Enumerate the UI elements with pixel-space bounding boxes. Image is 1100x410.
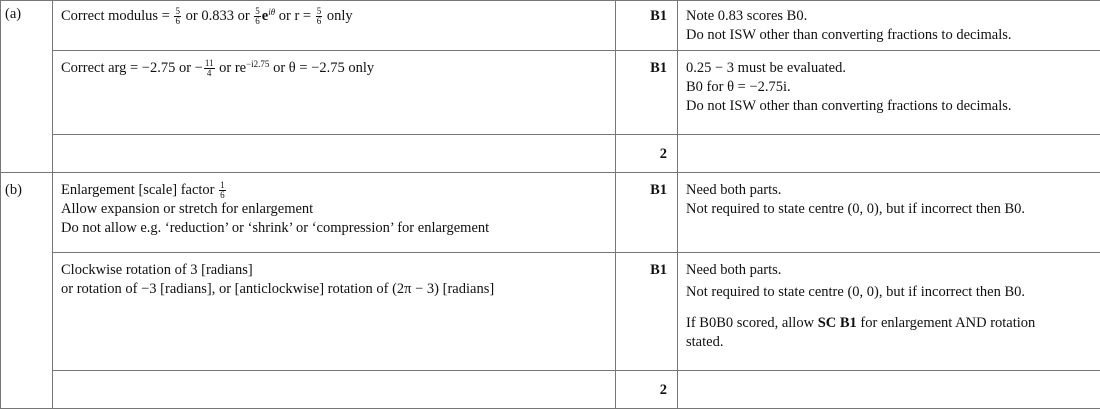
mark-cell: B1 xyxy=(616,1,678,51)
answer-text: e xyxy=(261,8,269,24)
answer-cell xyxy=(53,51,616,135)
mark-cell: B1 xyxy=(616,253,678,371)
fraction xyxy=(219,181,226,200)
special-case-note-line2: stated. xyxy=(686,334,724,350)
fraction-denominator: 4 xyxy=(206,68,212,79)
fraction-numerator: 5 xyxy=(316,6,322,17)
sc-text: for enlargement AND rotation xyxy=(856,315,1036,331)
answer-text: Correct arg = −2.75 or − xyxy=(61,60,203,76)
guidance-cell xyxy=(678,135,1100,173)
answer-text: or re xyxy=(215,60,247,76)
table-row xyxy=(1,135,1100,173)
fraction xyxy=(254,7,261,26)
total-mark-cell: 2 xyxy=(616,371,678,409)
mark-cell: B1 xyxy=(616,51,678,135)
fraction-denominator: 6 xyxy=(175,16,180,27)
table-row xyxy=(1,253,1100,371)
answer-text: or r = xyxy=(275,8,315,24)
fraction-numerator: 5 xyxy=(255,6,260,17)
guidance-cell xyxy=(678,173,1100,253)
guidance-line: B0 for θ = −2.75i. xyxy=(686,79,791,95)
answer-cell xyxy=(53,173,616,253)
answer-line xyxy=(61,7,607,26)
guidance-cell xyxy=(678,51,1100,135)
guidance-line: Note 0.83 scores B0. xyxy=(686,8,808,24)
answer-cell xyxy=(53,371,616,409)
fraction-denominator: 6 xyxy=(255,16,260,27)
fraction-denominator: 6 xyxy=(220,190,225,201)
total-mark-cell: 2 xyxy=(616,135,678,173)
fraction xyxy=(204,59,215,78)
answer-cell xyxy=(53,135,616,173)
answer-line: Do not allow e.g. ‘reduction’ or ‘shrink’ or ‘compression’ for enlargement xyxy=(61,220,490,237)
guidance-cell xyxy=(678,253,1100,371)
part-label: (a) xyxy=(1,1,53,173)
table-row xyxy=(1,173,1100,253)
guidance-cell xyxy=(678,371,1100,409)
sc-text: If B0B0 scored, allow xyxy=(686,315,818,331)
table-row xyxy=(1,1,1100,51)
superscript: iθ xyxy=(268,7,276,17)
superscript: −i2.75 xyxy=(246,59,270,69)
mark-cell: B1 xyxy=(616,173,678,253)
answer-text: or θ = −2.75 only xyxy=(269,60,375,76)
guidance-line: Need both parts. xyxy=(686,182,782,198)
fraction-denominator: 6 xyxy=(316,16,322,27)
guidance-line: Do not ISW other than converting fractions to decimals. xyxy=(686,98,1012,114)
sc-bold-text: SC B1 xyxy=(817,315,857,331)
part-label: (b) xyxy=(1,173,53,409)
guidance-line: Need both parts. xyxy=(686,262,782,278)
guidance-line: 0.25 − 3 must be evaluated. xyxy=(686,60,846,76)
guidance-line: Not required to state centre (0, 0), but if incorrect then B0. xyxy=(686,201,1026,217)
answer-line: Clockwise rotation of 3 [radians] xyxy=(61,262,253,278)
guidance-cell xyxy=(678,1,1100,51)
spacer xyxy=(686,302,1094,314)
special-case-note xyxy=(686,314,1094,333)
fraction xyxy=(316,7,323,26)
answer-text: Correct modulus = xyxy=(61,8,174,24)
fraction-numerator: 11 xyxy=(204,58,214,69)
guidance-line: Do not ISW other than converting fractions to decimals. xyxy=(686,27,1012,43)
answer-text: Enlargement [scale] factor xyxy=(61,182,219,198)
answer-line xyxy=(61,181,607,200)
table-row xyxy=(1,51,1100,135)
answer-line: Allow expansion or stretch for enlargement xyxy=(61,201,314,218)
fraction-numerator: 5 xyxy=(175,6,180,17)
answer-cell xyxy=(53,253,616,371)
answer-line: or rotation of −3 [radians], or [anticlockwise] rotation of (2π − 3) [radians] xyxy=(61,281,495,297)
table-row xyxy=(1,371,1100,409)
answer-text: only xyxy=(323,8,353,24)
answer-line xyxy=(61,59,607,78)
guidance-line: Not required to state centre (0, 0), but if incorrect then B0. xyxy=(686,284,1026,300)
answer-cell xyxy=(53,1,616,51)
fraction xyxy=(174,7,181,26)
answer-text: or 0.833 or xyxy=(181,8,254,24)
fraction-numerator: 1 xyxy=(220,180,225,191)
